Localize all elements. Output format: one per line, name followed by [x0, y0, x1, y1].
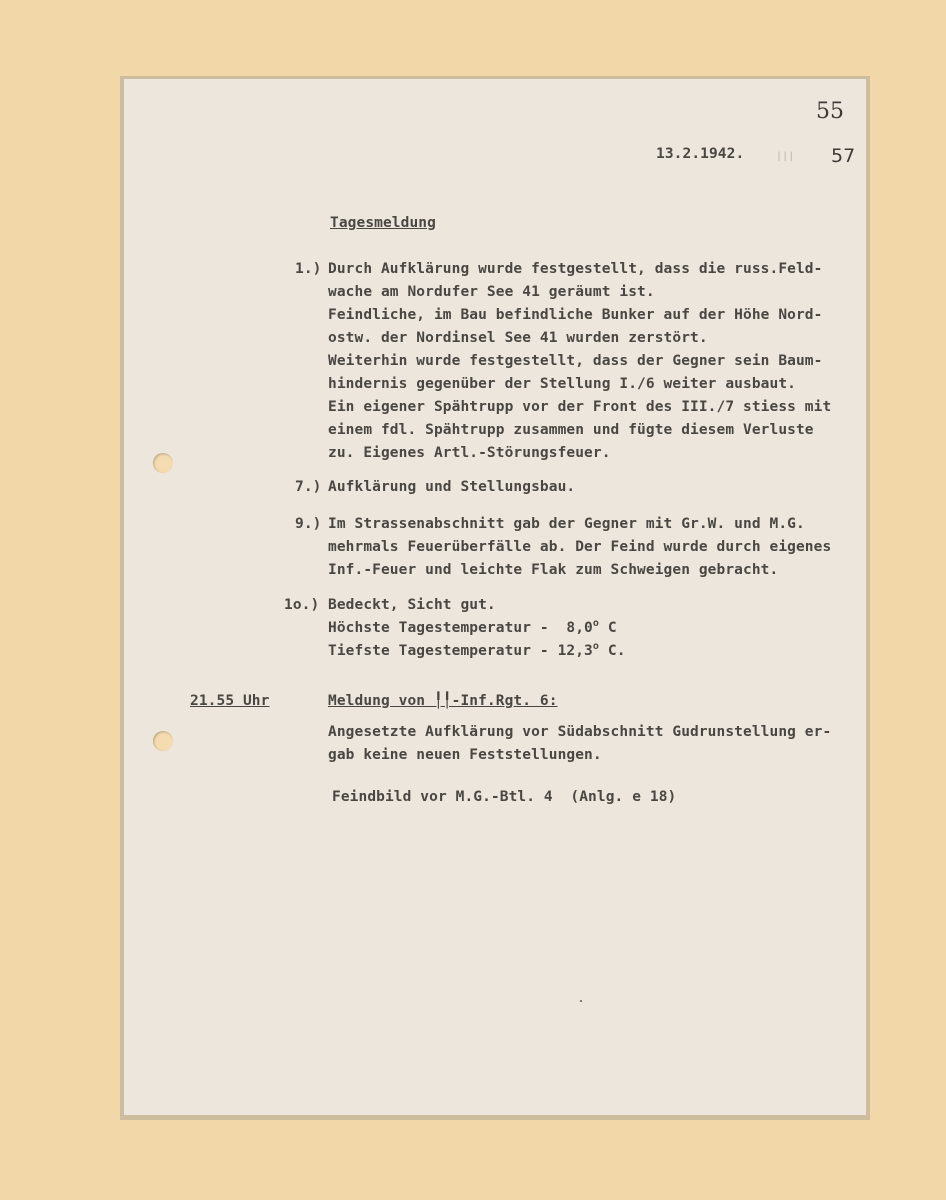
faint-mark: |||	[776, 151, 795, 162]
item-text-line: Inf.-Feuer und leichte Flak zum Schweigen gebracht.	[328, 562, 779, 578]
item-number: 1o.)	[284, 597, 320, 613]
item-text-line: einem fdl. Spähtrupp zusammen und fügte diesem Verluste	[328, 422, 814, 438]
item-text-line: hindernis gegenüber der Stellung I./6 weiter ausbaut.	[328, 376, 796, 392]
punch-hole-bottom	[153, 731, 173, 751]
item-number: 7.)	[295, 479, 322, 495]
item-text-line: Ein eigener Spähtrupp vor der Front des III./7 stiess mit	[328, 399, 832, 415]
min-temperature-line: Tiefste Tagestemperatur - 12,3$^o$ C.	[328, 641, 626, 659]
ink-speck	[580, 1000, 582, 1002]
document-title: Tagesmeldung	[330, 215, 436, 231]
item-text-line: Durch Aufklärung wurde festgestellt, dass die russ.Feld-	[328, 261, 823, 277]
entry-text-line: Angesetzte Aufklärung vor Südabschnitt Gudrunstellung er-	[328, 724, 832, 740]
archive-page-number-top: 55	[816, 99, 844, 124]
document-date: 13.2.1942.	[656, 146, 745, 162]
max-temperature-line: Höchste Tagestemperatur - 8,0$^o$ C	[328, 618, 617, 636]
item-text-line: zu. Eigenes Artl.-Störungsfeuer.	[328, 445, 611, 461]
entry-time: 21.55 Uhr	[190, 693, 270, 709]
item-text-line: Im Strassenabschnitt gab der Gegner mit Gr.W. und M.G.	[328, 516, 805, 532]
item-text-line: mehrmals Feuerüberfälle ab. Der Feind wurde durch eigenes	[328, 539, 832, 555]
entry-heading: Meldung von ╿╿-Inf.Rgt. 6:	[328, 693, 558, 709]
archive-page-number-bottom: 57	[831, 145, 856, 167]
entry-text-line: gab keine neuen Feststellungen.	[328, 747, 602, 763]
item-text-line: Weiterhin wurde festgestellt, dass der Gegner sein Baum-	[328, 353, 823, 369]
document-page	[124, 79, 866, 1115]
item-text-line: Aufklärung und Stellungsbau.	[328, 479, 576, 495]
item-text-line: ostw. der Nordinsel See 41 wurden zerstört.	[328, 330, 708, 346]
weather-line: Bedeckt, Sicht gut.	[328, 597, 496, 613]
item-text-line: wache am Nordufer See 41 geräumt ist.	[328, 284, 655, 300]
item-number: 1.)	[295, 261, 322, 277]
item-text-line: Feindliche, im Bau befindliche Bunker auf der Höhe Nord-	[328, 307, 823, 323]
item-number: 9.)	[295, 516, 322, 532]
attachment-reference: Feindbild vor M.G.-Btl. 4 (Anlg. e 18)	[332, 789, 677, 805]
punch-hole-top	[153, 453, 173, 473]
